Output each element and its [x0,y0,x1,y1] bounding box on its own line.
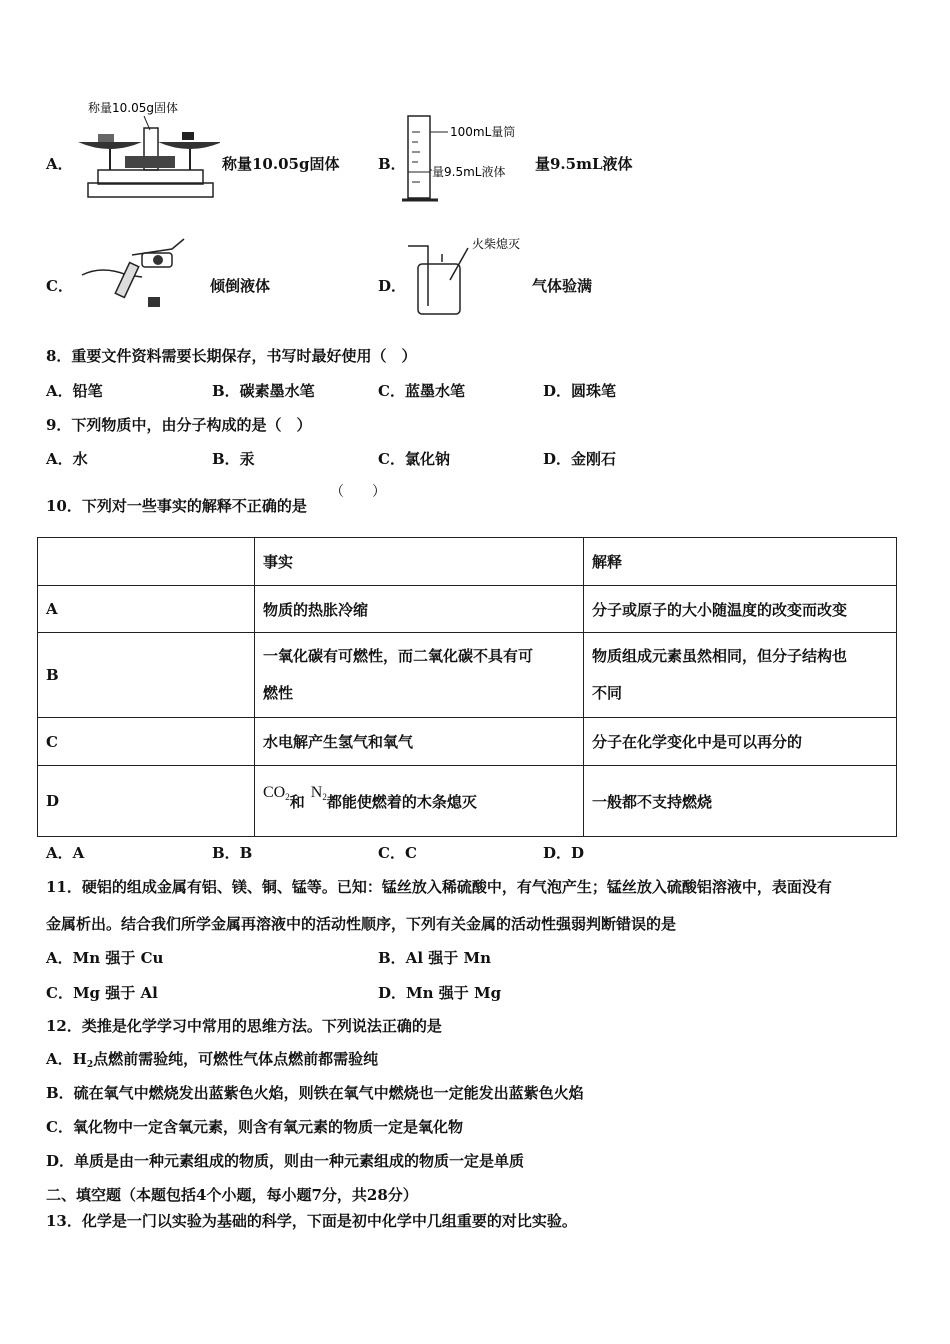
table-row [38,718,897,766]
row-fact-line1: 一氧化碳有可燃性，而二氧化碳不具有可 [263,647,534,665]
table-header-explain: 解释 [584,538,897,586]
q13-stem: 13．化学是一门以实验为基础的科学，下面是初中化学中几组重要的对比实验。 [46,1212,577,1230]
graduated-cylinder-figure [400,112,535,207]
q7-option-c-marker: C． [46,277,73,295]
facts-table [37,537,897,837]
q7-option-c-label: 倾倒液体 [210,277,271,295]
row-explain-line1: 物质组成元素虽然相同，但分子结构也 [592,647,848,665]
q11-option-a[interactable]: A．Mn 强于 Cu [46,949,164,967]
row-fact: 水电解产生氢气和氧气 [255,718,584,766]
q9-stem: 9．下列物质中，由分子构成的是（ ） [46,416,312,434]
q11-option-c[interactable]: C．Mg 强于 Al [46,984,158,1002]
match-caption: 火柴熄灭 [472,237,521,251]
q9-option-a[interactable]: A．水 [46,450,88,468]
q7-option-b-marker: B． [378,155,406,173]
q12-option-b[interactable]: B．硫在氧气中燃烧发出蓝紫色火焰，则铁在氧气中燃烧也一定能发出蓝紫色火焰 [46,1084,584,1102]
gas-collection-figure [400,234,532,318]
row-explain: 一般都不支持燃烧 [584,766,897,837]
pouring-liquid-figure [72,235,197,310]
q11-stem-line1: 11．硬铝的组成金属有铝、镁、铜、锰等。已知：锰丝放入稀硫酸中，有气泡产生；锰丝放入硫酸铝溶液中，表面没有 [46,878,832,896]
q9-option-d[interactable]: D．金刚石 [543,450,617,468]
q10-option-a[interactable]: A．A [46,844,85,862]
co2-formula: $CO_2$ [263,783,290,802]
table-header-row [38,538,897,586]
q10-answer-paren: （ ） [330,484,386,500]
row-fact-line2: 燃性 [263,684,294,702]
row-label: A [38,586,255,633]
row-label: C [38,718,255,766]
section-title: 二、填空题（本题包括4个小题，每小题7分，共28分） [46,1186,418,1204]
q10-option-d[interactable]: D．D [543,844,585,862]
table-row [38,586,897,633]
q8-option-c[interactable]: C．蓝墨水笔 [378,382,465,400]
cylinder-caption-2: 量9.5mL液体 [432,165,506,179]
row-fact-rest: 都能使燃着的木条熄灭 [326,792,477,811]
balance-scale-figure [70,98,220,202]
row-fact [255,633,584,718]
q11-option-d[interactable]: D．Mn 强于 Mg [378,984,502,1002]
row-explain: 分子或原子的大小随温度的改变而改变 [584,586,897,633]
row-label: B [38,633,255,718]
q7-option-a-marker: A． [46,155,73,173]
q8-option-a[interactable]: A．铅笔 [46,382,103,400]
q7-option-d-marker: D． [378,277,407,295]
q10-stem: 10．下列对一些事实的解释不正确的是 [46,497,307,515]
q8-option-d[interactable]: D．圆珠笔 [543,382,617,400]
q11-option-b[interactable]: B．Al 强于 Mn [378,949,491,967]
table-header-cell [38,538,255,586]
q7-option-d-label: 气体验满 [532,277,593,295]
q10-option-c[interactable]: C．C [378,844,417,862]
q12-option-c[interactable]: C．氧化物中一定含氧元素，则含有氧元素的物质一定是氧化物 [46,1118,463,1136]
q9-option-b[interactable]: B．汞 [212,450,255,468]
table-header-fact: 事实 [255,538,584,586]
q12-option-d[interactable]: D．单质是由一种元素组成的物质，则由一种元素组成的物质一定是单质 [46,1152,525,1170]
row-fact: 物质的热胀冷缩 [255,586,584,633]
row-explain: 分子在化学变化中是可以再分的 [584,718,897,766]
q11-stem-line2: 金属析出。结合我们所学金属再溶液中的活动性顺序，下列有关金属的活动性强弱判断错误的是 [46,915,677,933]
q8-stem: 8．重要文件资料需要长期保存，书写时最好使用（ ） [46,347,417,365]
balance-caption: 称量10.05g固体 [88,101,178,115]
row-fact [255,766,584,837]
row-explain-line2: 不同 [592,684,623,702]
n2-formula: $N_2$ [310,783,327,802]
q10-option-b[interactable]: B．B [212,844,253,862]
table-row [38,766,897,837]
q7-option-b-label: 量9.5mL液体 [535,155,633,173]
q12-stem: 12．类推是化学学习中常用的思维方法。下列说法正确的是 [46,1017,442,1035]
row-label: D [38,766,255,837]
row-explain [584,633,897,718]
and-word: 和 [289,792,305,811]
q8-option-b[interactable]: B．碳素墨水笔 [212,382,315,400]
q12-option-a[interactable]: A．$H_2$点燃前需验纯，可燃性气体点燃前都需验纯 [46,1050,379,1070]
table-row [38,633,897,718]
cylinder-caption-1: 100mL量筒 [450,125,516,139]
q9-option-c[interactable]: C．氯化钠 [378,450,450,468]
q7-option-a-label: 称量10.05g固体 [222,155,340,173]
